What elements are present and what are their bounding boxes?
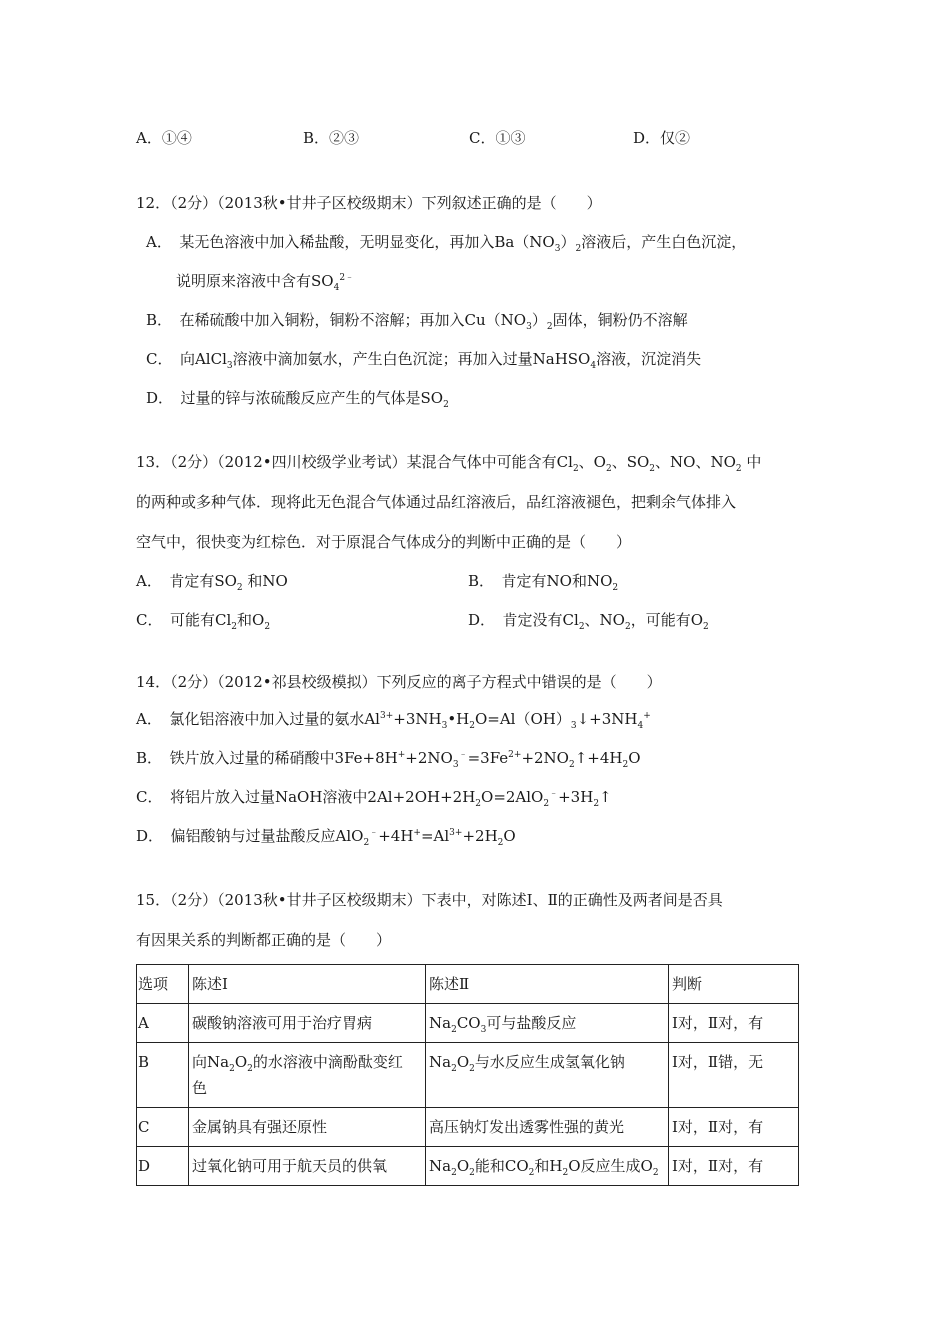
q14-option-a: A． 氯化铝溶液中加入过量的氨水$Al^{3+}+3NH_3•H_2O=Al(OH)_3↓+3NH_4^+$ [136, 710, 651, 731]
q14-option-d: D． 偏铝酸钠与过量盐酸反应$AlO_2^﹣+4H^+=Al^{3+}+2H_2O$ [136, 827, 516, 848]
q12-option-a-cont: 说明原来溶液中含有$SO_4^{2﹣}$ [176, 272, 355, 293]
table-row [137, 1147, 799, 1186]
row-judgement: Ⅰ对，Ⅱ对，有 [669, 1004, 799, 1043]
row-statement-2: $Na_2O_2$能和$CO_2$和$H_2O$反应生成$O_2$ [426, 1147, 669, 1186]
q14-option-b: B． 铁片放入过量的稀硝酸中$3Fe+8H^++2NO_3^﹣=3Fe^{2+}+2NO_2↑+4H_2O$ [136, 749, 641, 770]
table-row [137, 1004, 799, 1043]
q11-option-a: A．①④ [136, 129, 192, 147]
row-statement-1: 过氧化钠可用于航天员的供氧 [189, 1147, 426, 1186]
header-statement-1: 陈述Ⅰ [189, 965, 426, 1004]
q14-option-c: C． 将铝片放入过量NaOH溶液中$2Al+2OH+2H_2O=2AlO_2^﹣+3H_2↑$ [136, 788, 612, 809]
q15-table [136, 964, 799, 1186]
header-statement-2: 陈述Ⅱ [426, 965, 669, 1004]
q12-option-d: D． 过量的锌与浓硫酸反应产生的气体是$SO_2$ [146, 389, 449, 410]
q12-option-c: C． 向AlCl$_3$溶液中滴加氨水，产生白色沉淀；再加入过量NaHSO$_4$溶液，沉淀消失 [146, 350, 702, 371]
q12-option-a: A． 某无色溶液中加入稀盐酸，无明显变化，再加入$Ba(NO_3)_2$溶液后，产生白色沉淀， [146, 233, 747, 254]
q13-option-b: B． 肯定有NO和$NO_2$ [468, 572, 619, 593]
row-statement-1: 碳酸钠溶液可用于治疗胃病 [189, 1004, 426, 1043]
row-option: B [137, 1043, 189, 1108]
row-option: C [137, 1108, 189, 1147]
q12-stem: 12．（2分）（2013秋•甘井子区校级期末）下列叙述正确的是（ ） [136, 194, 602, 212]
row-judgement: Ⅰ对，Ⅱ对，有 [669, 1108, 799, 1147]
table-row [137, 1108, 799, 1147]
row-statement-2: $Na_2CO_3$可与盐酸反应 [426, 1004, 669, 1043]
q13-option-d: D． 肯定没有$Cl_2$、$NO_2$，可能有$O_2$ [468, 611, 709, 632]
row-option: D [137, 1147, 189, 1186]
q11-option-d: D．仅② [633, 129, 691, 147]
q15-stem-line2: 有因果关系的判断都正确的是（ ） [136, 931, 392, 949]
table-row [137, 1043, 799, 1108]
header-option: 选项 [137, 965, 189, 1004]
q13-stem-line3: 空气中，很快变为红棕色．对于原混合气体成分的判断中正确的是（ ） [136, 533, 632, 551]
row-option: A [137, 1004, 189, 1043]
q11-option-c: C．①③ [469, 129, 526, 147]
row-judgement: Ⅰ对，Ⅱ对，有 [669, 1147, 799, 1186]
row-statement-2: $Na_2O_2$与水反应生成氢氧化钠 [426, 1043, 669, 1108]
table-header-row [137, 965, 799, 1004]
q15-stem-line1: 15．（2分）（2013秋•甘井子区校级期末）下表中，对陈述Ⅰ、Ⅱ的正确性及两者间是否具 [136, 891, 723, 909]
q11-option-b: B．②③ [303, 129, 360, 147]
q14-stem: 14．（2分）（2012•祁县校级模拟）下列反应的离子方程式中错误的是（ ） [136, 673, 662, 691]
row-statement-1: 金属钠具有强还原性 [189, 1108, 426, 1147]
row-judgement: Ⅰ对，Ⅱ错，无 [669, 1043, 799, 1108]
row-statement-2: 高压钠灯发出透雾性强的黄光 [426, 1108, 669, 1147]
q13-option-c: C． 可能有$Cl_2$和$O_2$ [136, 611, 271, 632]
row-statement-1: 向$Na_2O_2$的水溶液中滴酚酞变红 色 [189, 1043, 426, 1108]
q13-option-a: A． 肯定有$SO_2$ 和NO [136, 572, 288, 593]
q12-option-b: B． 在稀硫酸中加入铜粉，铜粉不溶解；再加入$Cu(NO_3)_2$固体，铜粉仍不溶解 [146, 311, 688, 332]
header-judgement: 判断 [669, 965, 799, 1004]
q13-stem-line2: 的两种或多种气体．现将此无色混合气体通过品红溶液后，品红溶液褪色，把剩余气体排入 [136, 493, 737, 511]
q13-stem-line1: 13．（2分）（2012•四川校级学业考试）某混合气体中可能含有$Cl_2$、$O_2$、$SO_2$、NO、$NO_2$ 中 [136, 453, 762, 474]
